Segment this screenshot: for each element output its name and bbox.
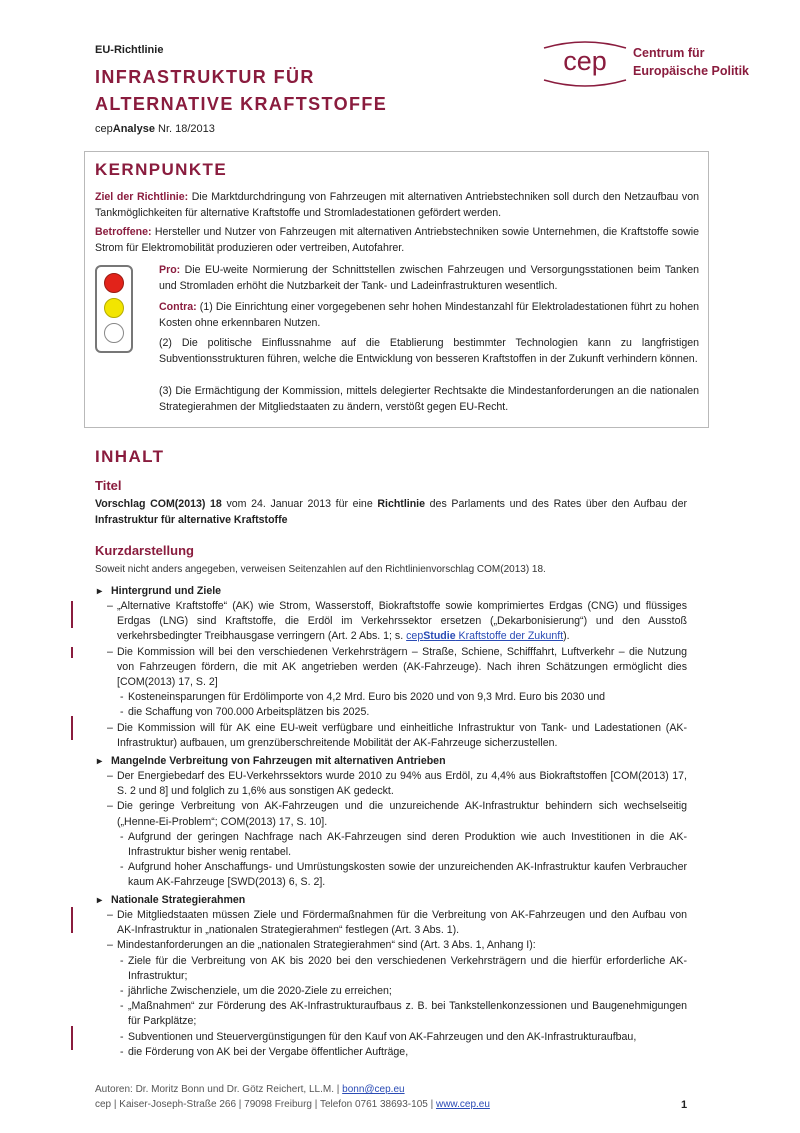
affected-paragraph <box>95 225 699 256</box>
sub-list-item: - die Förderung von AK bei der Vergabe öffentlicher Aufträge, <box>95 1045 687 1060</box>
affected-label: Betroffene: <box>95 226 152 238</box>
cep-logo <box>540 40 760 90</box>
list-item: – Mindestanforderungen an die „nationalen Strategierahmen“ sind (Art. 3 Abs. 1, Anhang I): <box>95 938 687 953</box>
document-title <box>95 64 387 118</box>
list-item: – Der Energiebedarf des EU-Verkehrssektors wurde 2010 zu 94% aus Erdöl, zu 4,4% aus Biokraftstoffen [COM(2013) 17, S. 2 und 8] und folglich zu 1,6% aus sonstigen AK gedeckt. <box>95 769 687 799</box>
pro-text: Die EU-weite Normierung der Schnittstellen zwischen Fahrzeugen und Versorgungsstationen beim Tanken und Stromladen erhöht die Nutzbarkeit der Tank- und Ladeinfrastrukturen wesentlich. <box>159 264 699 292</box>
list-item: – Die geringe Verbreitung von AK-Fahrzeugen und die unzureichende AK-Infrastruktur behindern sich wechselseitig („Henne-Ei-Problem“; COM(2013) 17, S. 10]. <box>95 799 687 829</box>
contra-paragraph-2: (2) Die politische Einflussnahme auf die Etablierung bestimmter Technologien kann zu langfristigen Subventionsstrukturen führen, welche die Entwicklung von besseren Kraftstoffen in der Zukunft verhindern können. <box>159 337 699 365</box>
sub-list-item: - jährliche Zwischenziele, um die 2020-Ziele zu erreichen; <box>95 984 687 999</box>
list-item: – Die Kommission will für AK eine EU-weit verfügbare und einheitliche Infrastruktur von Tank- und Ladestationen (AK-Infrastruktur) aufbauen, um grenzüberschreitende Mobilität der AK-Fahrzeuge sicherzustellen. <box>95 721 687 751</box>
margin-marker <box>71 716 73 740</box>
sub-list-item: - die Schaffung von 700.000 Arbeitsplätzen bis 2025. <box>95 705 687 720</box>
objective-label: Ziel der Richtlinie: <box>95 191 189 203</box>
key-points-heading: KERNPUNKTE <box>95 160 228 179</box>
section-heading: ▸ Hintergrund und Ziele <box>95 584 687 599</box>
objective-paragraph <box>95 190 699 221</box>
footer-authors: Autoren: Dr. Moritz Bonn und Dr. Götz Reichert, LL.M. | bonn@cep.eu <box>95 1084 405 1095</box>
sub-list-item: - Kosteneinsparungen für Erdölimporte von 4,2 Mrd. Euro bis 2020 und von 9,3 Mrd. Euro bis 2030 und <box>95 690 687 705</box>
affected-text: Hersteller und Nutzer von Fahrzeugen mit alternativen Antriebstechniken sowie Unternehmen, die Kraftstoffe sowie Strom für Elektromobilität produzieren oder vertreiben, Autofahrer. <box>95 226 699 254</box>
list-item: – „Alternative Kraftstoffe“ (AK) wie Strom, Wasserstoff, Biokraftstoffe sowie komprimiertes Erdgas (CNG) und flüssiges Erdgas (LNG) sind Kraftstoffe, die Erdöl im Verkehrssektor ersetzen („Dekarbonisierung“) und den Ausstoß verkehrsbedingter Treibhausgase verringern (Art. 2 Abs. 1; s. cepStudie Kraftstoffe der Zukunft). <box>95 599 687 645</box>
logo-line-1: Centrum für <box>633 46 705 60</box>
title-text-1: vom 24. Januar 2013 für eine <box>221 498 378 510</box>
list-item: – Die Mitgliedstaaten müssen Ziele und Fördermaßnahmen für die Verbreitung von AK-Fahrzeugen und den Aufbau von AK-Infrastruktur in „nationalen Strategierahmen“ festlegen (Art. 3 Abs. 1). <box>95 908 687 938</box>
section-background-goals <box>95 584 687 751</box>
key-points-box <box>84 151 709 428</box>
section-limited-adoption <box>95 754 687 891</box>
title-text-2: des Parlaments und des Rates über den Aufbau der <box>425 498 687 510</box>
sub-list-item: - Ziele für die Verbreitung von AK bis 2020 bei den verschiedenen Verkehrsträgern und die hierfür erforderliche AK-Infrastruktur; <box>95 954 687 984</box>
title-heading: Titel <box>95 478 122 493</box>
traffic-light-icon <box>95 265 133 353</box>
contra-paragraph-3: (3) Die Ermächtigung der Kommission, mittels delegierter Rechtsakte die Mindestanforderungen an die nationalen Strategierahmen der Mitgliedstaaten zu ändern, verstößt gegen EU-Recht. <box>159 385 699 413</box>
author-email-link[interactable]: bonn@cep.eu <box>342 1084 405 1095</box>
title-paragraph <box>95 497 687 528</box>
pro-label: Pro: <box>159 264 181 276</box>
white-lamp-icon <box>104 323 124 343</box>
summary-heading: Kurzdarstellung <box>95 543 194 558</box>
pro-paragraph <box>159 263 699 294</box>
directive-word: Richtlinie <box>377 498 426 510</box>
sub-list-item: - Subventionen und Steuervergünstigungen für den Kauf von AK-Fahrzeugen und den AK-Infrastrukturaufbau, <box>95 1030 687 1045</box>
document-type-label: EU-Richtlinie <box>95 44 164 56</box>
section-heading: ▸ Mangelnde Verbreitung von Fahrzeugen mit alternativen Antrieben <box>95 754 687 769</box>
page-reference-note: Soweit nicht anders angegeben, verweisen Seitenzahlen auf den Richtlinienvorschlag COM(2013) 18. <box>95 564 546 575</box>
yellow-lamp-icon <box>104 298 124 318</box>
title-line-1: INFRASTRUKTUR FÜR <box>95 67 315 87</box>
contents-heading: INHALT <box>95 447 165 466</box>
section-heading: ▸ Nationale Strategierahmen <box>95 893 687 908</box>
section-national-frameworks <box>95 893 687 1060</box>
study-link[interactable]: cepStudie Kraftstoffe der Zukunft <box>406 630 564 643</box>
website-link[interactable]: www.cep.eu <box>435 1099 490 1110</box>
sub-list-item: - „Maßnahmen“ zur Förderung des AK-Infrastrukturaufbaus z. B. bei Tankstellenkonzessionen und Baugenehmigungen für Parkplätze; <box>95 999 687 1029</box>
sub-list-item: - Aufgrund der geringen Nachfrage nach AK-Fahrzeugen sind deren Produktion wie auch Investitionen in die AK-Infrastruktur bisher wenig rentabel. <box>95 830 687 860</box>
list-item: – Die Kommission will bei den verschiedenen Verkehrsträgern – Straße, Schiene, Schifffahrt, Luftverkehr – die Nutzung von Fahrzeugen fördern, die mit AK angetrieben werden (AK-Fahrzeuge). Nach ihren Schätzungen ermöglicht dies [COM(2013) 17, S. 2] <box>95 645 687 691</box>
margin-marker <box>71 601 73 628</box>
contra-label: Contra: <box>159 301 197 313</box>
number-prefix: cep <box>95 123 113 135</box>
logo-line-2: Europäische Politik <box>633 64 750 78</box>
objective-text: Die Marktdurchdringung von Fahrzeugen mit alternativen Antriebstechniken soll durch den Netzaufbau von Tankmöglichkeiten für alternative Kraftstoffe und Stromladestationen gefördert werden. <box>95 191 700 219</box>
margin-marker <box>71 647 73 658</box>
analysis-number <box>95 122 215 137</box>
red-lamp-icon <box>104 273 124 293</box>
proposal-ref: Vorschlag COM(2013) 18 <box>95 498 222 510</box>
margin-marker <box>71 1026 73 1050</box>
margin-marker <box>71 907 73 933</box>
contra-paragraph-1 <box>159 300 699 331</box>
logo-mark-text: cep <box>563 46 607 76</box>
footer-address: cep | Kaiser-Joseph-Straße 266 | 79098 Freiburg | Telefon 0761 38693-105 | www.cep.eu <box>95 1099 490 1110</box>
number-rest: Nr. 18/2013 <box>154 123 215 135</box>
sub-list-item: - Aufgrund hoher Anschaffungs- und Umrüstungskosten sowie der unzureichenden AK-Infrastruktur kaufen Verbraucher kaum AK-Fahrzeuge [SWD(2013) 6, S. 2]. <box>95 860 687 890</box>
number-bold: Analyse <box>112 123 155 135</box>
contra-text-1: (1) Die Einrichtung einer vorgegebenen sehr hohen Mindestanzahl für Elektroladestationen führt zu hohen Kosten ohne erkennbaren Nutzen. <box>159 301 699 329</box>
infrastructure-phrase: Infrastruktur für alternative Kraftstoffe <box>95 513 288 526</box>
cep-logo-mark-icon <box>540 40 630 90</box>
title-line-2: ALTERNATIVE KRAFTSTOFFE <box>95 94 388 114</box>
logo-wordmark <box>633 44 749 80</box>
page-number: 1 <box>681 1099 688 1111</box>
